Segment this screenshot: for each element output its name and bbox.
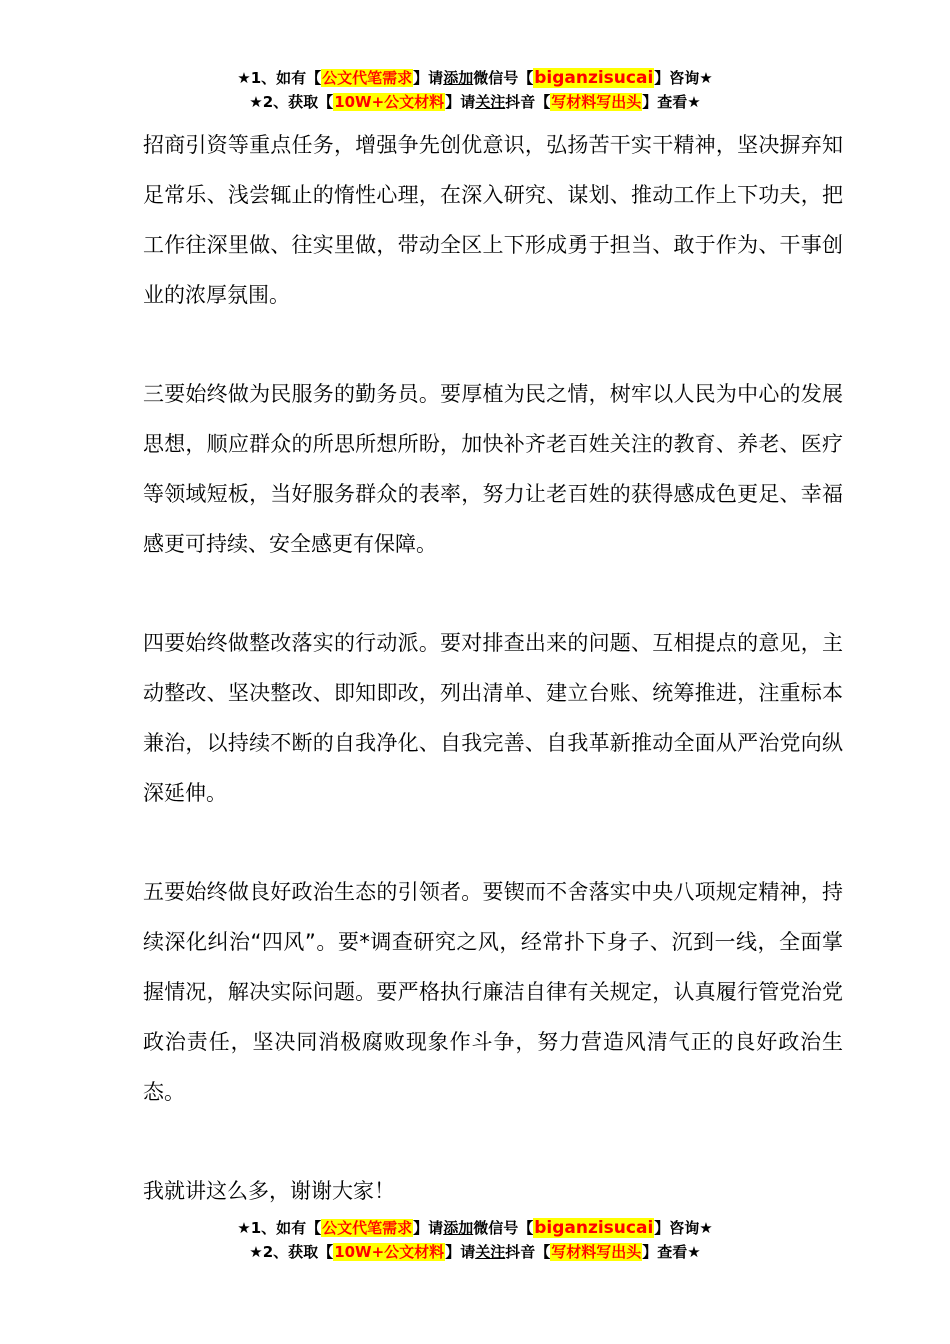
highlight-materials: 10W+公文材料 [334, 1243, 445, 1261]
banner-line-2: ★2、获取【10W+公文材料】请关注抖音【写材料写出头】查看★ [249, 93, 701, 111]
header-banner [0, 66, 950, 114]
document-body [143, 120, 843, 1265]
footer-banner [0, 1216, 950, 1264]
highlight-wechat-id: biganzisucai [534, 1218, 654, 1238]
highlight-wechat-id: biganzisucai [534, 68, 654, 88]
highlight-service: 公文代笔需求 [322, 1219, 413, 1237]
paragraph: 招商引资等重点任务，增强争先创优意识，弘扬苦干实干精神，坚决摒弃知足常乐、浅尝辄止的惰性心理，在深入研究、谋划、推动工作上下功夫，把工作往深里做、往实里做，带动全区上下形成勇于担当、敢于作为、干事创业的浓厚氛围。 [143, 133, 843, 307]
banner-line-1: ★1、如有【公文代笔需求】请添加微信号【biganzisucai】咨询★ [237, 1218, 713, 1238]
highlight-douyin: 写材料写出头 [551, 1243, 642, 1261]
paragraph: 五要始终做良好政治生态的引领者。要锲而不舍落实中央八项规定精神，持续深化纠治“四风”。要*调查研究之风，经常扑下身子、沉到一线，全面掌握情况，解决实际问题。要严格执行廉洁自律有关规定，认真履行管党治党政治责任，坚决同消极腐败现象作斗争，努力营造风清气正的良好政治生态。 [143, 880, 843, 1104]
paragraph: 四要始终做整改落实的行动派。要对排查出来的问题、互相提点的意见，主动整改、坚决整改、即知即改，列出清单、建立台账、统筹推进，注重标本兼治，以持续不断的自我净化、自我完善、自我革新推动全面从严治党向纵深延伸。 [143, 631, 843, 805]
highlight-douyin: 写材料写出头 [551, 93, 642, 111]
banner-line-2: ★2、获取【10W+公文材料】请关注抖音【写材料写出头】查看★ [249, 1243, 701, 1261]
banner-line-1: ★1、如有【公文代笔需求】请添加微信号【biganzisucai】咨询★ [237, 68, 713, 88]
highlight-materials: 10W+公文材料 [334, 93, 445, 111]
paragraph: 三要始终做为民服务的勤务员。要厚植为民之情，树牢以人民为中心的发展思想，顺应群众的所思所想所盼，加快补齐老百姓关注的教育、养老、医疗等领域短板，当好服务群众的表率，努力让老百姓的获得感成色更足、幸福感更可持续、安全感更有保障。 [143, 382, 843, 556]
highlight-service: 公文代笔需求 [322, 69, 413, 87]
closing-paragraph: 我就讲这么多，谢谢大家！ [143, 1179, 395, 1203]
